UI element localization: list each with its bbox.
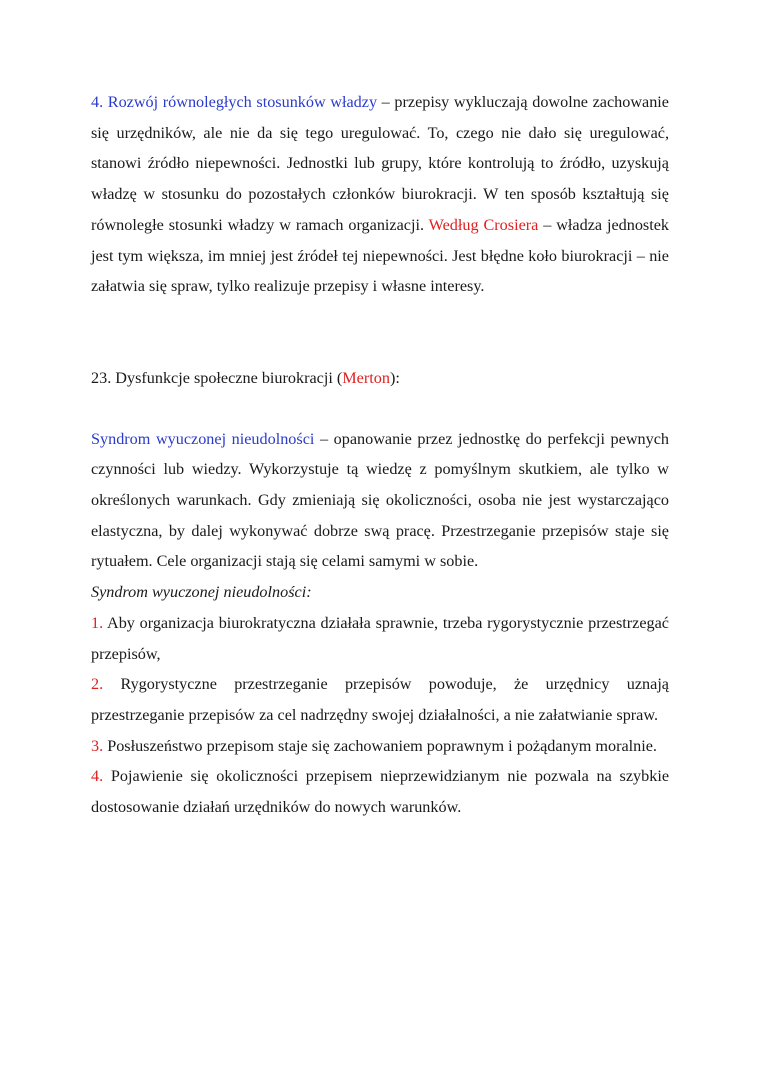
section-4-number: 4.	[91, 93, 104, 111]
list-item-number: 2.	[91, 675, 104, 694]
list-item-number: 3.	[91, 736, 104, 755]
list-item-number: 1.	[91, 613, 104, 632]
list-item	[91, 608, 669, 669]
spacer	[91, 394, 669, 424]
section-4-title: Rozwój równoległych stosunków władzy	[107, 93, 378, 111]
section-23-heading-suffix: ):	[389, 368, 400, 387]
syndrome-paragraph	[91, 424, 669, 578]
section-4-body-part1: – przepisy wykluczają dowolne zachowanie się urzędników, ale nie da się tego uregulować. To, czego nie dało się uregulować, stanowi źródło niepewności. Jednostki lub grupy, które kontrolują to źródło, uzyskują władzę w stosunku do pozostałych członków biurokracji. W ten sposób kształtują się równoległe stosunki władzy w ramach organizacji.	[91, 93, 669, 234]
list-heading: Syndrom wyuczonej nieudolności:	[91, 583, 312, 602]
list-item-number: 4.	[91, 767, 104, 786]
list-item	[91, 761, 669, 822]
section-4-body-part2: – władza jednostek jest tym większa, im mniej jest źródeł tej niepewności. Jest błędne koło biurokracji – nie załatwia się spraw, tylko realizuje przepisy i własne interesy.	[91, 215, 670, 296]
section-23-heading	[91, 363, 669, 394]
document-page	[91, 87, 669, 823]
list-item-text: Posłuszeństwo przepisom staje się zachowaniem poprawnym i pożądanym moralnie.	[103, 736, 657, 755]
crosier-label: Według Crosiera	[428, 215, 539, 234]
section-4-paragraph	[91, 87, 669, 302]
syndrome-title: Syndrom wyuczonej nieudolności	[91, 429, 315, 448]
list-item-text: Aby organizacja biurokratyczna działała sprawnie, trzeba rygorystycznie przestrzegać przepisów,	[91, 613, 669, 663]
list-item	[91, 731, 669, 762]
syndrome-body: – opanowanie przez jednostkę do perfekcji pewnych czynności lub wiedzy. Wykorzystuje tą wiedzę z pomyślnym skutkiem, ale tylko w określonych warunkach. Gdy zmieniają się okoliczności, osoba nie jest wystarczająco elastyczna, by dalej wykonywać dobrze swą pracę. Przestrzeganie przepisów staje się rytuałem. Cele organizacji stają się celami samymi w sobie.	[91, 429, 669, 571]
list-item-text: Pojawienie się okoliczności przepisem nieprzewidzianym nie pozwala na szybkie dostosowanie działań urzędników do nowych warunków.	[91, 767, 669, 817]
spacer	[91, 302, 669, 363]
section-23-heading-prefix: 23. Dysfunkcje społeczne biurokracji (	[91, 368, 343, 387]
list-item	[91, 669, 669, 730]
merton-label: Merton	[342, 368, 390, 387]
list-item-text: Rygorystyczne przestrzeganie przepisów powoduje, że urzędnicy uznają przestrzeganie przepisów za cel nadrzędny swojej działalności, a nie załatwianie spraw.	[91, 675, 669, 724]
